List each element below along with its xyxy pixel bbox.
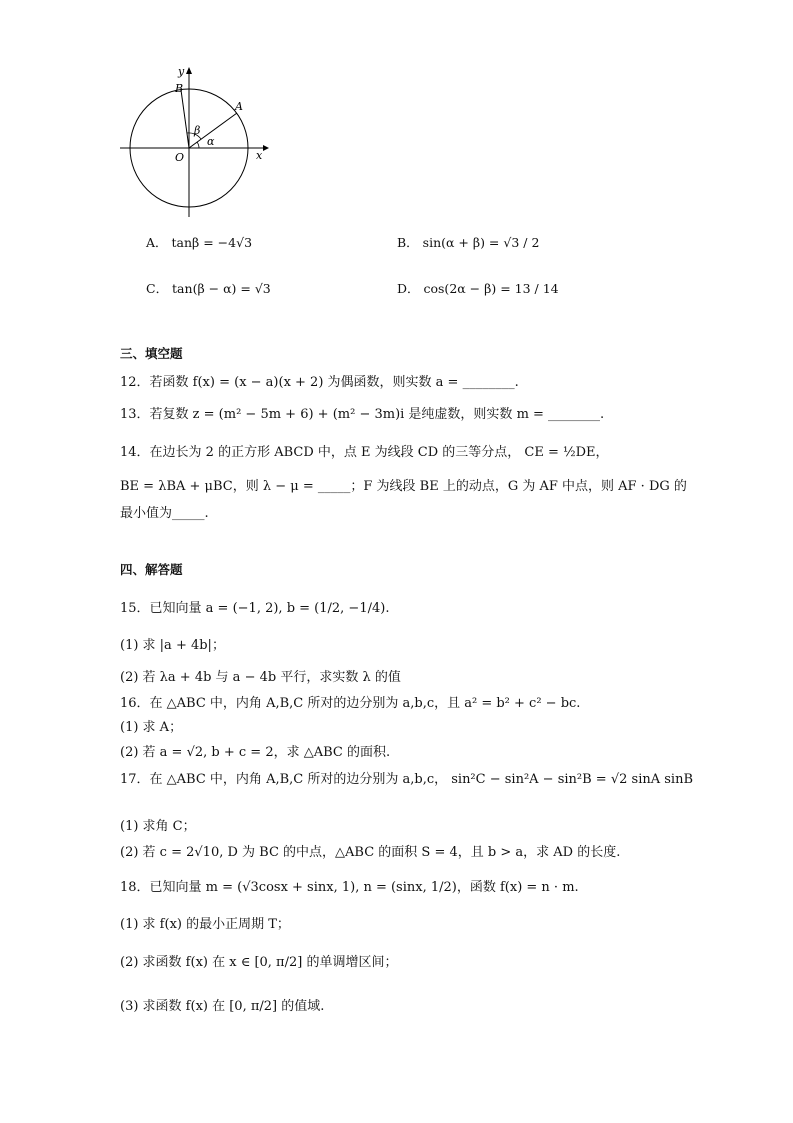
section-4-title: 四、解答题 [120,562,183,577]
ray-ob [181,90,189,148]
question-18: 18．已知向量 m = (√3cosx + sinx, 1), n = (sinx, 1/2)，函数 f(x) = n · m. [120,880,579,895]
label-a: A [235,100,243,113]
question-16-part2: (2) 若 a = √2, b + c = 2，求 △ABC 的面积. [120,745,391,760]
question-15-part1: (1) 求 |a + 4b|； [120,638,225,653]
x-axis-arrow [263,145,269,151]
question-18-part1: (1) 求 f(x) 的最小正周期 T； [120,917,290,932]
question-14-line2: BE = λBA + μBC，则 λ − μ = _____；F 为线段 BE 上的动点，G 为 AF 中点，则 AF · DG 的 [120,479,687,494]
label-y: y [178,65,185,78]
y-axis-arrow [186,67,192,74]
question-13: 13．若复数 z = (m² − 5m + 6) + (m² − 3m)i 是纯虚数，则实数 m = ________. [120,407,605,422]
label-alpha: α [207,135,215,148]
option-c: C． tan(β − α) = √3 [146,281,271,296]
label-o: O [175,151,185,164]
question-15: 15．已知向量 a = (−1, 2), b = (1/2, −1/4). [120,601,390,616]
question-14-line3: 最小值为_____. [120,506,209,521]
unit-circle-figure [115,62,275,222]
question-17: 17．在 △ABC 中，内角 A,B,C 所对的边分别为 a,b,c， sin²C − sin²A − sin²B = √2 sinA sinB [120,772,693,787]
question-16-part1: (1) 求 A； [120,720,183,735]
question-18-part2: (2) 求函数 f(x) 在 x ∈ [0, π/2] 的单调增区间； [120,955,398,970]
option-a: A． tanβ = −4√3 [146,235,253,250]
question-15-part2: (2) 若 λa + 4b 与 a − 4b 平行，求实数 λ 的值 [120,670,401,685]
label-b: B [175,82,184,95]
question-18-part3: (3) 求函数 f(x) 在 [0, π/2] 的值域. [120,999,325,1014]
question-17-part1: (1) 求角 C； [120,819,196,834]
option-d: D． cos(2α − β) = 13 / 14 [397,281,559,296]
question-14-line1: 14．在边长为 2 的正方形 ABCD 中，点 E 为线段 CD 的三等分点， CE = ½DE， [120,445,609,460]
option-b: B． sin(α + β) = √3 / 2 [397,235,540,250]
question-12: 12．若函数 f(x) = (x − a)(x + 2) 为偶函数，则实数 a = ________. [120,375,519,390]
label-x: x [256,149,263,162]
section-3-title: 三、填空题 [120,346,183,361]
label-beta: β [194,124,201,137]
question-17-part2: (2) 若 c = 2√10, D 为 BC 的中点，△ABC 的面积 S = 4，且 b > a，求 AD 的长度. [120,845,621,860]
question-16: 16．在 △ABC 中，内角 A,B,C 所对的边分别为 a,b,c，且 a² = b² + c² − bc. [120,696,581,711]
alpha-arc [197,142,199,148]
